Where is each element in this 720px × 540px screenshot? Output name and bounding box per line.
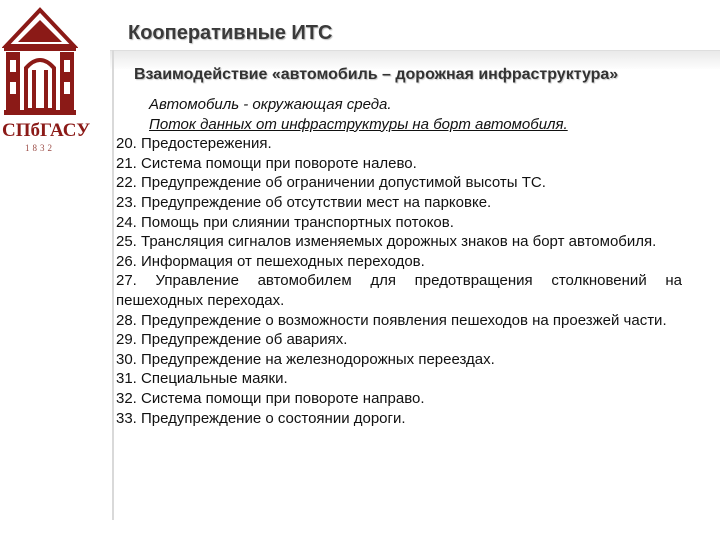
logo-wordmark: СПбГАСУ <box>2 120 91 141</box>
content-body <box>116 95 682 428</box>
building-emblem-icon <box>2 6 78 118</box>
list-item: 30. Предупреждение на железнодорожных переездах. <box>116 350 495 368</box>
list-item: 27. Управление автомобилем для предотвращения столкновений на пешеходных переходах. <box>116 272 682 309</box>
intro-line: Поток данных от инфраструктуры на борт автомобиля. <box>149 115 568 133</box>
logo-year: 1832 <box>25 143 55 153</box>
list-item: 33. Предупреждение о состоянии дороги. <box>116 409 406 427</box>
vertical-divider <box>112 50 114 520</box>
page-title: Кооперативные ИТС <box>128 22 333 44</box>
list-item: 31. Специальные маяки. <box>116 370 288 388</box>
intro-line: Автомобиль - окружающая среда. <box>149 96 392 113</box>
list-item: 21. Система помощи при повороте налево. <box>116 154 417 172</box>
list-item: 24. Помощь при слиянии транспортных потоков. <box>116 213 454 231</box>
list-item: 20. Предостережения. <box>116 135 272 153</box>
university-logo <box>2 6 91 156</box>
list-item: 23. Предупреждение об отсутствии мест на парковке. <box>116 193 492 211</box>
list-item: 32. Система помощи при повороте направо. <box>116 389 425 407</box>
list-item: 28. Предупреждение о возможности появления пешеходов на проезжей части. <box>116 311 667 329</box>
list-item: 25. Трансляция сигналов изменяемых дорожных знаков на борт автомобиля. <box>116 233 657 251</box>
list-item: 29. Предупреждение об авариях. <box>116 331 348 349</box>
section-subtitle: Взаимодействие «автомобиль – дорожная инфраструктура» <box>134 66 619 83</box>
list-item: 26. Информация от пешеходных переходов. <box>116 252 425 270</box>
list-item: 22. Предупреждение об ограничении допустимой высоты ТС. <box>116 174 546 192</box>
